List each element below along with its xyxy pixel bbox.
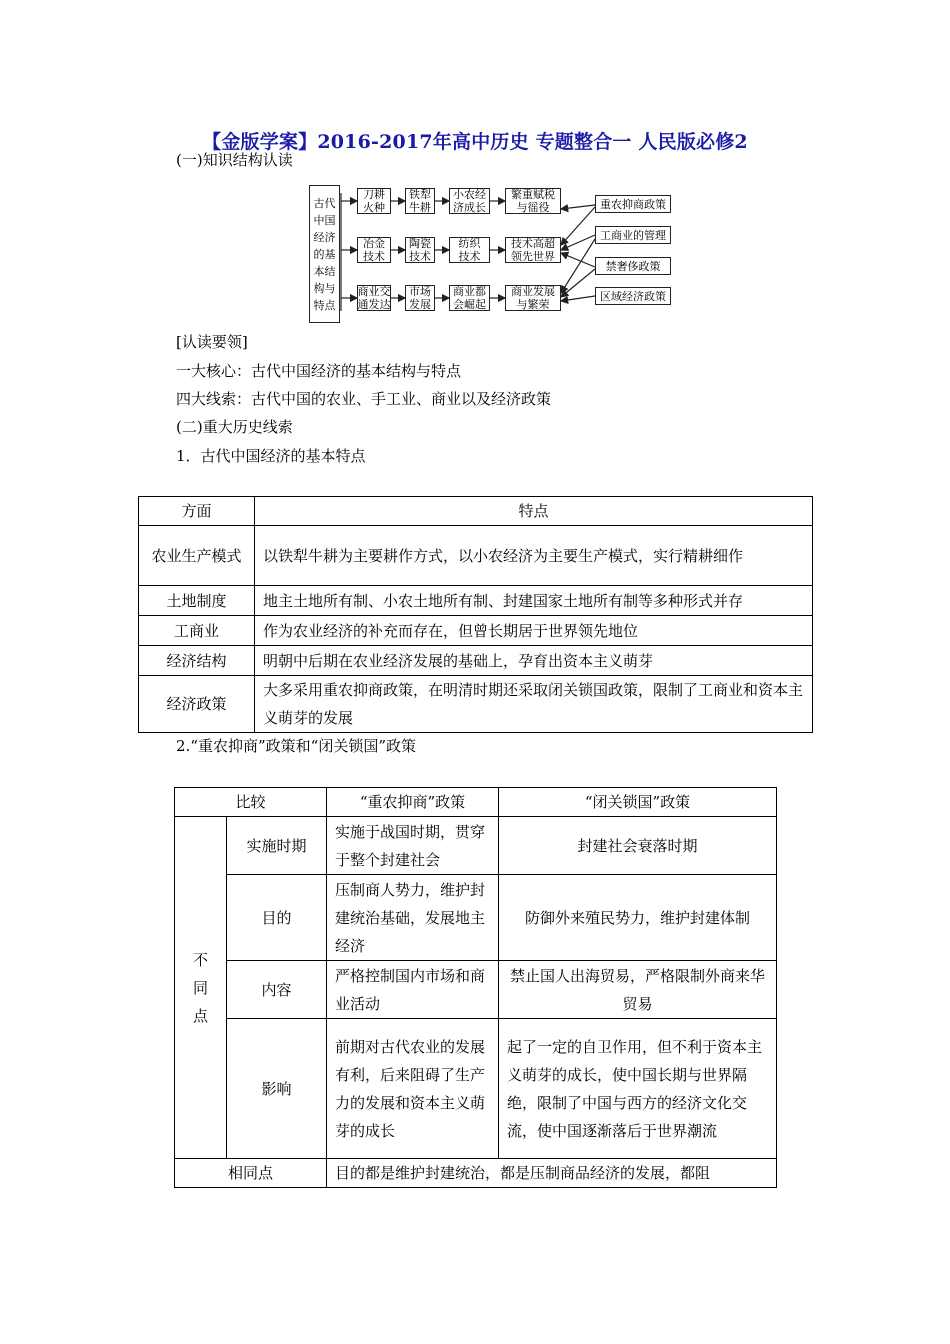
diagram-policy-node: 重农抑商政策: [595, 195, 671, 213]
diagram-root-line: 本结: [313, 264, 336, 278]
table1-aspect-cell: 经济政策: [139, 676, 255, 733]
diagram-root-line: 的基: [313, 247, 336, 261]
diagram-node: 商业都 会崛起: [449, 285, 490, 311]
table2-policy2-cell: 封建社会衰落时期: [499, 817, 777, 875]
diagram-root-line: 中国: [313, 213, 336, 227]
diagram-node: 陶瓷 技术: [405, 237, 435, 263]
table2-same-text: 目的都是维护封建统治，都是压制商品经济的发展，都阻: [327, 1159, 777, 1188]
four-threads: 四大线索：古代中国的农业、手工业、商业以及经济政策: [176, 390, 552, 408]
table1-row: [139, 616, 813, 646]
table2-policy2-cell: 禁止国人出海贸易，严格限制外商来华贸易: [499, 961, 777, 1019]
diagram-node: 刀耕 火种: [357, 188, 391, 214]
diagram-policy-node: 工商业的管理: [595, 226, 671, 244]
knowledge-structure-diagram: [305, 183, 680, 325]
section-heading-major-threads: (二)重大历史线索: [176, 418, 293, 436]
table1-feature-cell: 大多采用重农抑商政策，在明清时期还采取闭关锁国政策，限制了工商业和资本主义萌芽的发展: [255, 676, 813, 733]
item-1-heading: 1．古代中国经济的基本特点: [176, 447, 366, 465]
table2-policy1-cell: 压制商人势力，维护封建统治基础，发展地主经济: [327, 875, 499, 961]
diagram-node: 商业发展 与繁荣: [505, 285, 561, 311]
table2-policy1-cell: 严格控制国内市场和商业活动: [327, 961, 499, 1019]
table2-aspect-cell: 实施时期: [227, 817, 327, 875]
reading-label: [认读要领]: [176, 333, 248, 351]
core-point: 一大核心：古代中国经济的基本结构与特点: [176, 362, 462, 380]
table1-header-row: [139, 497, 813, 526]
table1-row: [139, 526, 813, 586]
diagram-root-line: 经济: [313, 230, 336, 244]
table1-aspect-cell: 农业生产模式: [139, 526, 255, 586]
table1-feature-cell: 以铁犁牛耕为主要耕作方式，以小农经济为主要生产模式，实行精耕细作: [255, 526, 813, 586]
table2-row: [175, 817, 777, 875]
diagram-node: 繁重赋税 与徭役: [505, 188, 561, 214]
diagram-root-line: 古代: [313, 196, 336, 210]
table2-row: [175, 875, 777, 961]
diagram-policy-node: 禁奢侈政策: [595, 257, 671, 275]
table2-policy2-cell: 起了一定的自卫作用，但不利于资本主义萌芽的成长，使中国长期与世界隔绝，限制了中国与西方的经济文化交流，使中国逐渐落后于世界潮流: [499, 1019, 777, 1159]
table2-aspect-cell: 目的: [227, 875, 327, 961]
table2-policy1-cell: 实施于战国时期，贯穿于整个封建社会: [327, 817, 499, 875]
diagram-node: 纺织 技术: [449, 237, 490, 263]
table2-policy2-cell: 防御外来殖民势力，维护封建体制: [499, 875, 777, 961]
table2-policy1-cell: 前期对古代农业的发展有利，后来阻碍了生产力的发展和资本主义萌芽的成长: [327, 1019, 499, 1159]
section-heading-knowledge-structure: (一)知识结构认读: [176, 151, 293, 169]
table2-header-cell: 比较: [175, 788, 327, 817]
item-2-heading: 2.“重农抑商”政策和“闭关锁国”政策: [176, 737, 416, 755]
table1-row: [139, 676, 813, 733]
diagram-node: 小农经 济成长: [449, 188, 490, 214]
diagram-node: 铁犁 牛耕: [405, 188, 435, 214]
diagram-node: 技术高超 领先世界: [505, 237, 561, 263]
diagram-node: 商业交 通发达: [357, 285, 391, 311]
table2-same-label: 相同点: [175, 1159, 327, 1188]
table2-header-cell: “闭关锁国”政策: [499, 788, 777, 817]
table2-aspect-cell: 影响: [227, 1019, 327, 1159]
table2-header-cell: “重农抑商”政策: [327, 788, 499, 817]
table1-row: [139, 586, 813, 616]
table1-feature-cell: 明朝中后期在农业经济发展的基础上，孕育出资本主义萌芽: [255, 646, 813, 676]
table2-group-label: 不同点: [175, 817, 227, 1159]
diagram-policy-node: 区域经济政策: [595, 287, 671, 305]
table1-feature-cell: 作为农业经济的补充而存在，但曾长期居于世界领先地位: [255, 616, 813, 646]
table2-header-row: [175, 788, 777, 817]
diagram-node: 冶金 技术: [357, 237, 391, 263]
table2-aspect-cell: 内容: [227, 961, 327, 1019]
table1-aspect-cell: 土地制度: [139, 586, 255, 616]
economic-features-table: [138, 496, 813, 733]
table2-row: [175, 961, 777, 1019]
table1-feature-cell: 地主土地所有制、小农土地所有制、封建国家土地所有制等多种形式并存: [255, 586, 813, 616]
diagram-root-line: 特点: [313, 298, 336, 312]
table1-aspect-cell: 经济结构: [139, 646, 255, 676]
table2-row: [175, 1019, 777, 1159]
diagram-root-box: [309, 185, 340, 323]
policy-comparison-table: [174, 787, 777, 1188]
table1-aspect-cell: 工商业: [139, 616, 255, 646]
table1-header-cell: 方面: [139, 497, 255, 526]
table2-same-row: [175, 1159, 777, 1188]
table1-header-cell: 特点: [255, 497, 813, 526]
document-title: 【金版学案】2016-2017年高中历史 专题整合一 人民版必修2: [202, 131, 748, 153]
diagram-node: 市场 发展: [405, 285, 435, 311]
table1-row: [139, 646, 813, 676]
diagram-root-line: 构与: [313, 281, 336, 295]
